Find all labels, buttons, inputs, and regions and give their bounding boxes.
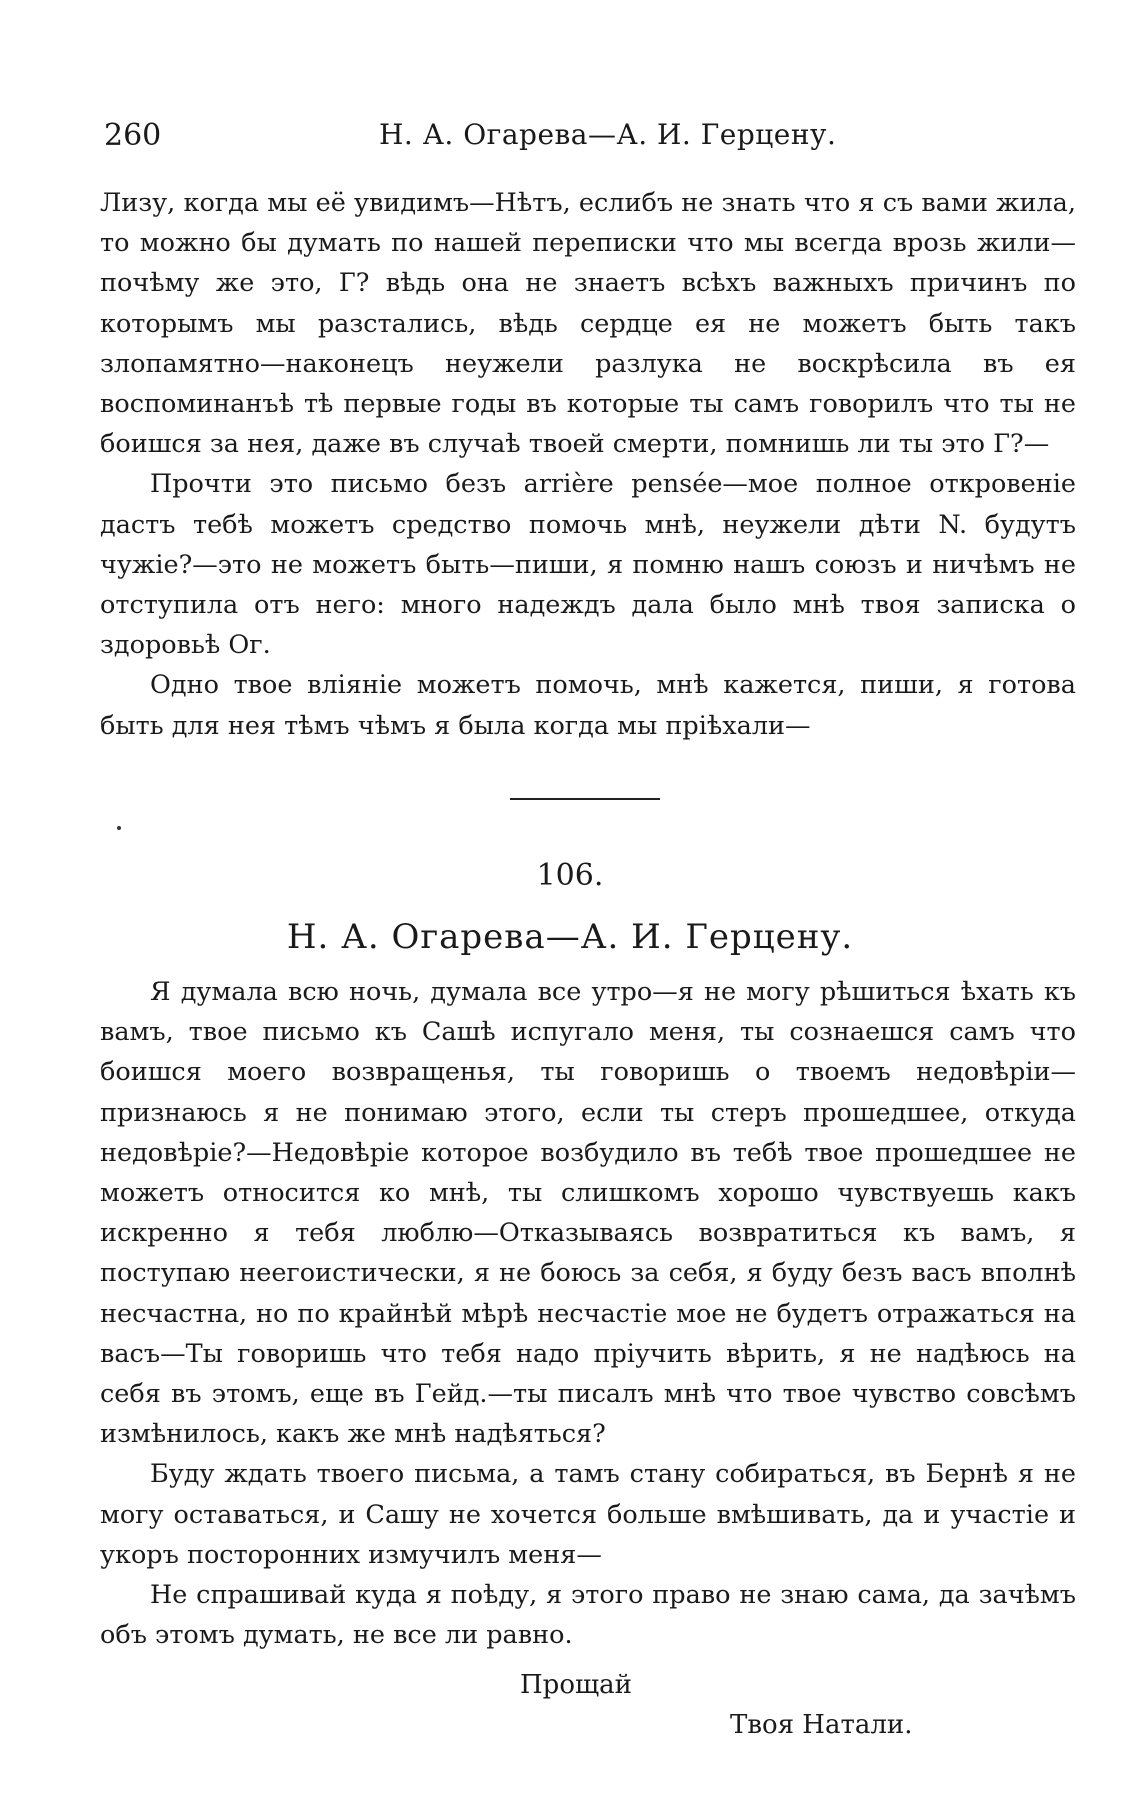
- print-speck: [117, 826, 121, 830]
- letter-body: [100, 972, 1076, 1655]
- previous-letter-continuation: [100, 183, 1076, 746]
- paragraph: Лизу, когда мы её увидимъ—Нѣтъ, еслибъ не знать что я съ вами жила, то можно бы думать по нашей переписки что мы всегда врозь жили—почѣму же это, Г? вѣдь она не знаетъ всѣхъ важныхъ причинъ по которымъ мы разстались, вѣдь сердце ея не можетъ быть такъ злопамятно—наконецъ неужели разлука не воскрѣсила въ ея воспоминанъѣ тѣ первые годы въ которые ты самъ говорилъ что ты не боишся за нея, даже въ случаѣ твоей смерти, помнишь ли ты это Г?—: [100, 188, 1076, 460]
- letter-heading: Н. А. Огарева—А. И. Герцену.: [286, 917, 854, 957]
- letter-number: 106.: [536, 858, 604, 893]
- farewell: Прощай: [520, 1670, 632, 1700]
- signature: Твоя Натали.: [730, 1710, 913, 1740]
- section-divider: [510, 798, 660, 800]
- page-header: [104, 118, 1044, 158]
- page-number: 260: [104, 118, 162, 153]
- paragraph: Прочти это письмо безъ arrière pensée—мое полное откровенiе дастъ тебѣ можетъ средство помочь мнѣ, неужели дѣти N. будутъ чужіе?—это не можетъ быть—пиши, я помню нашъ союзъ и ничѣмъ не отступила отъ него: много надеждъ дала было мнѣ твоя записка о здоровьѣ Ог.: [100, 469, 1076, 661]
- letter-closing: [0, 1670, 1140, 1760]
- running-title: Н. А. Огарева—А. И. Герцену.: [379, 118, 837, 151]
- paragraph: Я думала всю ночь, думала все утро—я не могу рѣшиться ѣхать къ вамъ, твое письмо къ Сашѣ испугало меня, ты сознаешся самъ что боишся моего возвращенья, ты говоришь о твоемъ недовѣріи—признаюсь я не понимаю этого, если ты стеръ прошедшее, откуда недовѣріе?—Недовѣріе которое возбудило въ тебѣ твое прошедшее не можетъ относится ко мнѣ, ты слишкомъ хорошо чувствуешь какъ искренно я тебя люблю—Отказываясь возвратиться къ вамъ, я поступаю неегоистически, я не боюсь за себя, я буду безъ васъ вполнѣ несчастна, но по крайнѣй мѣрѣ несчастіе мое не будетъ отражаться на васъ—Ты говоришь что тебя надо пріучить вѣрить, я не надѣюсь на себя въ этомъ, еще въ Гейд.—ты писалъ мнѣ что твое чувство совсѣмъ измѣнилось, какъ же мнѣ надѣяться?: [100, 977, 1076, 1450]
- paragraph: Буду ждать твоего письма, а тамъ стану собираться, въ Бернѣ я не могу оставаться, и Сашу не хочется больше вмѣшивать, да и участіе и укоръ посторонних измучилъ меня—: [100, 1459, 1076, 1570]
- paragraph: Не спрашивай куда я поѣду, я этого право не знаю сама, да зачѣмъ объ этомъ думать, не все ли равно.: [100, 1580, 1076, 1651]
- paragraph: Одно твое вліяніе можетъ помочь, мнѣ кажется, пиши, я готова быть для нея тѣмъ чѣмъ я была когда мы пріѣхали—: [100, 670, 1076, 741]
